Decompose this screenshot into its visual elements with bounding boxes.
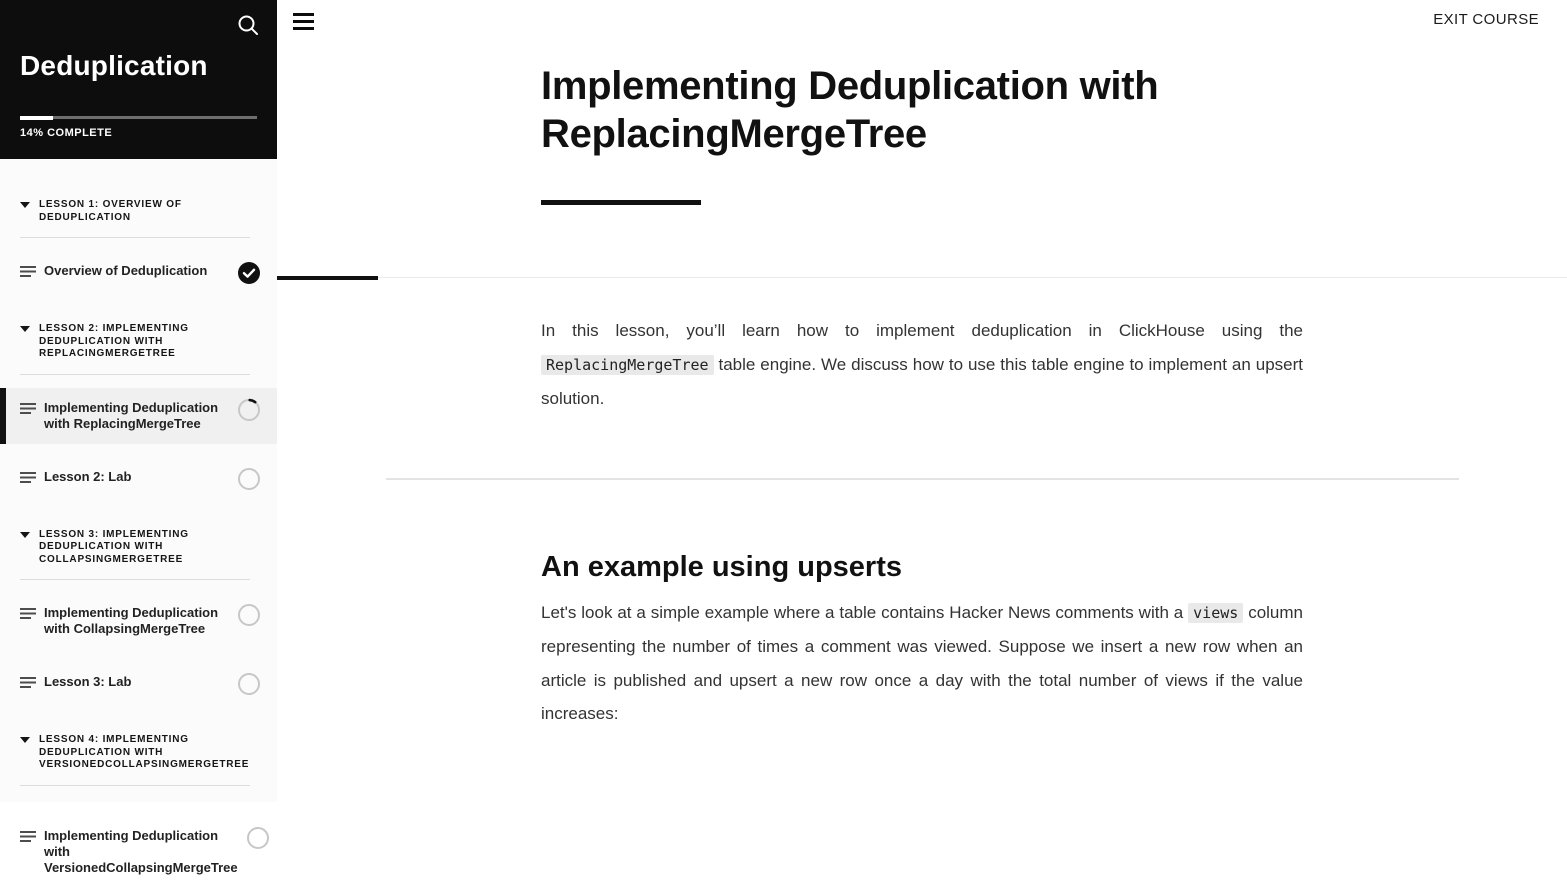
example-text: column representing the number of times a comment was viewed. Suppose we insert a new row when an article is published and upsert a new row once a day with the total number of views if the value increases:	[541, 602, 1303, 723]
course-sidebar	[0, 0, 277, 875]
course-progress-label: 14% COMPLETE	[20, 127, 113, 139]
title-accent-bar	[541, 200, 701, 205]
inline-code-views: views	[1188, 603, 1243, 623]
section-divider	[386, 478, 1459, 480]
sidebar-item-lesson-3-lab[interactable]	[0, 662, 277, 708]
sidebar-header	[0, 0, 277, 159]
exit-course-link[interactable]: EXIT COURSE	[1433, 11, 1539, 28]
chevron-down-icon	[20, 326, 30, 332]
chevron-down-icon	[20, 532, 30, 538]
chevron-down-icon	[20, 737, 30, 743]
section-header-lesson-4[interactable]	[0, 734, 277, 772]
course-title: Deduplication	[20, 50, 208, 81]
text-lesson-icon	[20, 401, 37, 415]
lesson-title: Implementing Deduplication with ReplacingMergeTree	[541, 64, 1159, 156]
section-title: LESSON 3: IMPLEMENTING DEDUPLICATION WITH COLLAPSINGMERGETREE	[39, 528, 189, 565]
section-heading: An example using upserts	[541, 550, 902, 583]
search-button[interactable]	[235, 13, 261, 39]
hamburger-menu-icon	[293, 13, 314, 16]
sidebar-item-overview-of-deduplication[interactable]	[0, 251, 277, 297]
course-progress-fill	[20, 116, 53, 120]
section-title: LESSON 4: IMPLEMENTING DEDUPLICATION WITH VERSIONEDCOLLAPSINGMERGETREE	[39, 734, 250, 770]
scroll-progress-fill	[277, 276, 378, 280]
text-lesson-icon	[20, 470, 37, 484]
text-lesson-icon	[20, 829, 37, 843]
section-header-lesson-3[interactable]	[0, 529, 277, 567]
hamburger-menu-button[interactable]	[293, 13, 314, 30]
example-text: Let's look at a simple example where a table contains Hacker News comments with a	[541, 602, 1184, 622]
sidebar-item-lesson-2-lab[interactable]	[0, 457, 277, 503]
chapter-2	[0, 323, 277, 503]
lesson-item-label: Lesson 3: Lab	[44, 674, 132, 689]
scroll-progress-track	[277, 277, 1567, 278]
text-lesson-icon	[20, 675, 37, 689]
divider	[20, 579, 250, 580]
inline-code-replacingmergetree: ReplacingMergeTree	[541, 355, 714, 375]
intro-text: In this lesson, you’ll learn how to implement deduplication in ClickHouse using the	[541, 321, 1303, 340]
lesson-item-label: Implementing Deduplication with CollapsingMergeTree	[44, 605, 219, 636]
status-not-started-icon	[237, 603, 261, 627]
search-icon	[236, 13, 260, 37]
lesson-scroll-progress	[277, 276, 1567, 280]
lesson-list	[0, 159, 277, 888]
section-title: LESSON 2: IMPLEMENTING DEDUPLICATION WITH REPLACINGMERGETREE	[39, 323, 189, 359]
lesson-item-label: Implementing Deduplication with VersionedCollapsingMergeTree	[44, 827, 238, 875]
sidebar-item-implementing-deduplication-collapsingmergetree[interactable]	[0, 593, 277, 649]
section-header-lesson-1[interactable]	[0, 199, 277, 224]
status-in-progress-icon	[237, 398, 261, 422]
chevron-down-icon	[20, 202, 30, 208]
section-title: LESSON 1: OVERVIEW OF DEDUPLICATION	[39, 199, 182, 223]
text-lesson-icon	[20, 606, 37, 620]
divider	[20, 237, 250, 238]
lesson-item-label: Lesson 2: Lab	[44, 468, 132, 484]
status-not-started-icon	[237, 672, 261, 696]
example-paragraph	[541, 596, 1303, 731]
status-not-started-icon	[237, 467, 261, 491]
section-header-lesson-2[interactable]	[0, 323, 277, 361]
divider	[20, 785, 250, 786]
lesson-header	[541, 0, 1303, 205]
intro-paragraph	[541, 314, 1303, 416]
course-progress-bar	[20, 116, 257, 119]
intro-text: table engine. We discuss how to use this table engine to implement an upsert solution.	[541, 354, 1303, 408]
status-not-started-icon	[246, 826, 270, 850]
chapter-3	[0, 529, 277, 709]
chapter-4	[0, 734, 277, 888]
sidebar-item-implementing-deduplication-replacingmergetree[interactable]	[0, 388, 277, 444]
text-lesson-icon	[20, 264, 37, 278]
divider	[20, 374, 250, 375]
lesson-item-label: Overview of Deduplication	[44, 263, 208, 278]
sidebar-item-implementing-deduplication-versionedcollapsingmergetree[interactable]	[0, 816, 277, 888]
chapter-1	[0, 199, 277, 297]
lesson-content-area	[277, 0, 1567, 802]
status-complete-icon	[237, 261, 261, 285]
lesson-body	[277, 314, 1567, 731]
lesson-item-label: Implementing Deduplication with ReplacingMergeTree	[44, 399, 219, 431]
